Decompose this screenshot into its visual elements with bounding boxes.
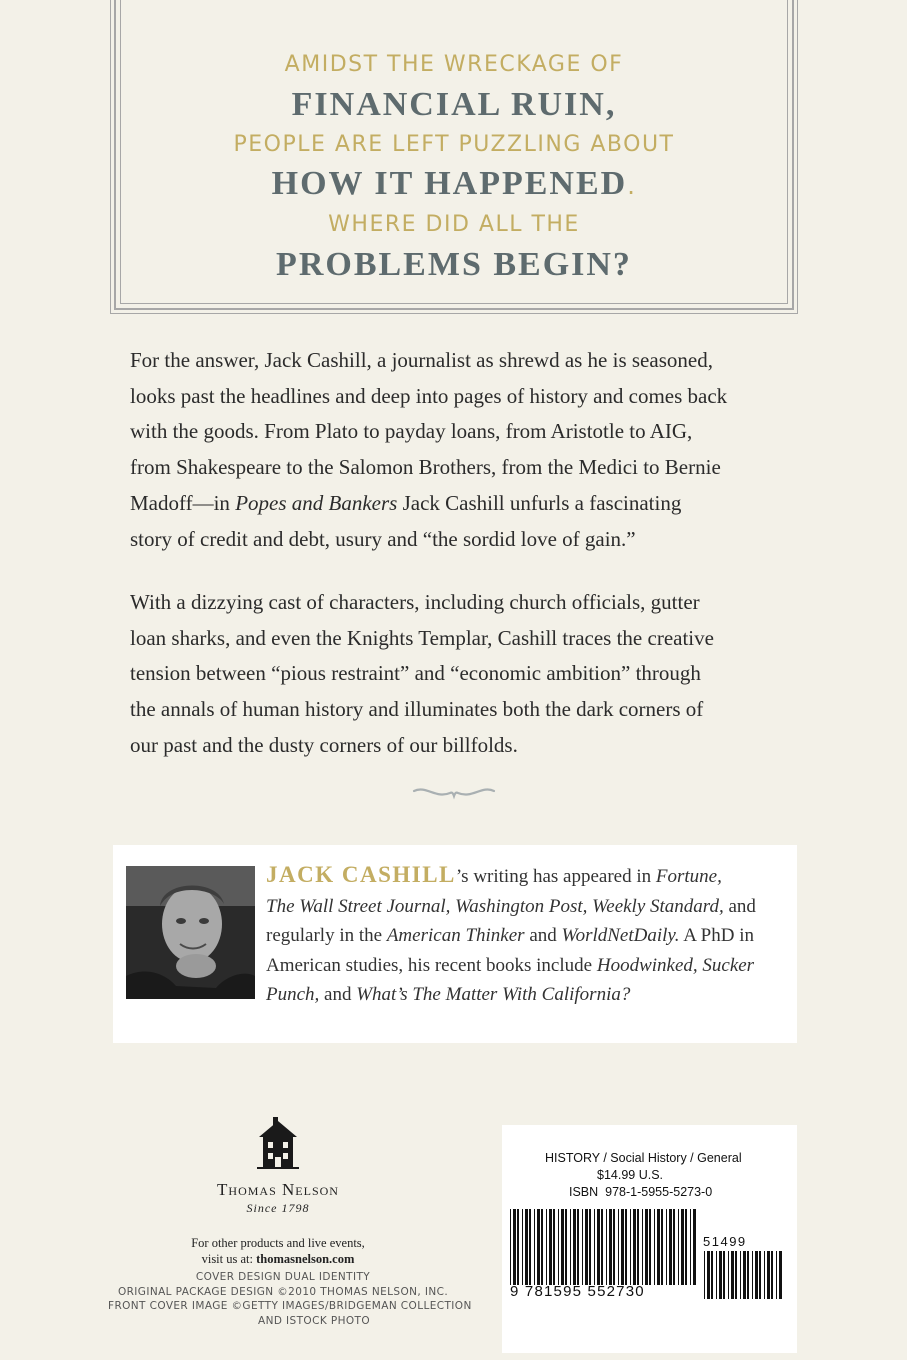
isbn-value: 978-1-5955-5273-0 [605,1185,713,1199]
ean-digits: 9 781595 552730 [510,1283,645,1300]
thomas-nelson-house-logo-icon [253,1115,303,1171]
bio-text-3: regularly in the [266,925,387,946]
addon-barcode-icon [704,1251,782,1299]
bisac-category: HISTORY / Social History / General [545,1151,742,1165]
publisher-since: Since 1798 [246,1201,310,1215]
flourish-ornament-icon [412,783,496,803]
publisher-visit-line-2 [183,1251,373,1267]
bio-line-4 [266,951,786,981]
credit-front-cover-image: FRONT COVER IMAGE ©GETTY IMAGES/BRIDGEMAN COLLECTION [108,1300,472,1312]
tagline-line-3: PEOPLE ARE LEFT PUZZLING ABOUT [233,132,675,157]
book-punch: Punch, [266,984,320,1005]
description-paragraph-2 [130,585,790,764]
tagline-line-6: PROBLEMS BEGIN? [276,246,632,283]
author-portrait-image [126,866,255,999]
publisher-visit-prefix: visit us at: [201,1252,257,1266]
paragraph-2-line-5: our past and the dusty corners of our billfolds. [130,732,518,757]
publisher-name: Thomas Nelson [217,1180,339,1199]
book-hoodwinked: Hoodwinked, Sucker [596,954,755,976]
credit-package-design: ORIGINAL PACKAGE DESIGN ©2010 THOMAS NELSON, INC. [117,1285,449,1298]
bio-text-4: and [524,925,562,946]
barcode-addon-digits: 51499 [703,1234,747,1249]
bio-text-5: A PhD in [679,925,755,946]
credits [108,1270,488,1328]
ean-barcode-icon [510,1209,696,1285]
paragraph-1-line-5b: Jack Cashill unfurls a fascinating [397,490,682,515]
book-california: What’s The Matter With California? [356,984,631,1005]
price: $14.99 U.S. [597,1168,664,1182]
bio-text-1: ’s writing has appeared in [455,866,656,887]
bio-line-1 [266,860,786,892]
publisher-url: thomasnelson.com [256,1252,355,1266]
publication-list: The Wall Street Journal, Washington Post, Weekly Standard, [266,895,724,917]
bio-line-5 [266,980,786,1010]
isbn-label: ISBN [569,1185,599,1199]
paragraph-1-line-6: story of credit and debt, usury and “the sordid love of gain.” [130,526,636,551]
bio-text-2: and [723,895,756,917]
tagline-line-1: AMIDST THE WRECKAGE OF [284,52,624,77]
paragraph-1-line-1: For the answer, Jack Cashill, a journalist as shrewd as he is seasoned, [130,348,713,372]
isbn-line [545,1185,809,1199]
credit-istock: AND ISTOCK PHOTO [258,1314,371,1327]
paragraph-2-line-1: With a dizzying cast of characters, including church officials, gutter [130,590,700,614]
author-name: JACK CASHILL [266,862,456,887]
paragraph-2-line-4: the annals of human history and illuminates both the dark corners of [130,697,704,722]
paragraph-2-line-3: tension between “pious restraint” and “economic ambition” through [130,661,701,686]
tagline-line-4-text: HOW IT HAPPENED [271,165,628,202]
publication-fortune: Fortune, [655,866,722,887]
bio-text-7: and [319,984,357,1005]
book-title: Popes and Bankers [235,490,398,515]
publisher-visit [183,1235,373,1267]
bio-line-3 [266,921,786,951]
publication-american-thinker: American Thinker [386,925,525,946]
tagline-line-4-period: . [627,172,637,200]
author-bio [266,860,786,1010]
paragraph-1-line-4: from Shakespeare to the Salomon Brothers, from the Medici to Bernie [130,455,721,480]
credit-cover-design: COVER DESIGN DUAL IDENTITY [195,1271,371,1283]
tagline-line-5: WHERE DID ALL THE [328,212,580,237]
paragraph-2-line-2: loan sharks, and even the Knights Templar, Cashill traces the creative [130,625,714,650]
paragraph-1-line-2: looks past the headlines and deep into pages of history and comes back [130,383,728,408]
publication-worldnetdaily: WorldNetDaily. [561,925,680,946]
bio-line-2 [266,892,786,922]
tagline-line-4 [120,165,788,203]
author-photo [126,866,255,999]
publisher-visit-line-1: For other products and live events, [191,1236,365,1250]
description-paragraph-1 [130,343,790,557]
tagline-line-2: FINANCIAL RUIN, [291,86,617,123]
paragraph-1-line-5 [130,486,790,522]
paragraph-1-line-5a: Madoff—in [130,490,236,515]
bio-text-6: American studies, his recent books include [266,954,597,976]
publisher-block [183,1115,373,1267]
paragraph-1-line-3: with the goods. From Plato to payday loans, from Aristotle to AIG, [130,419,693,444]
